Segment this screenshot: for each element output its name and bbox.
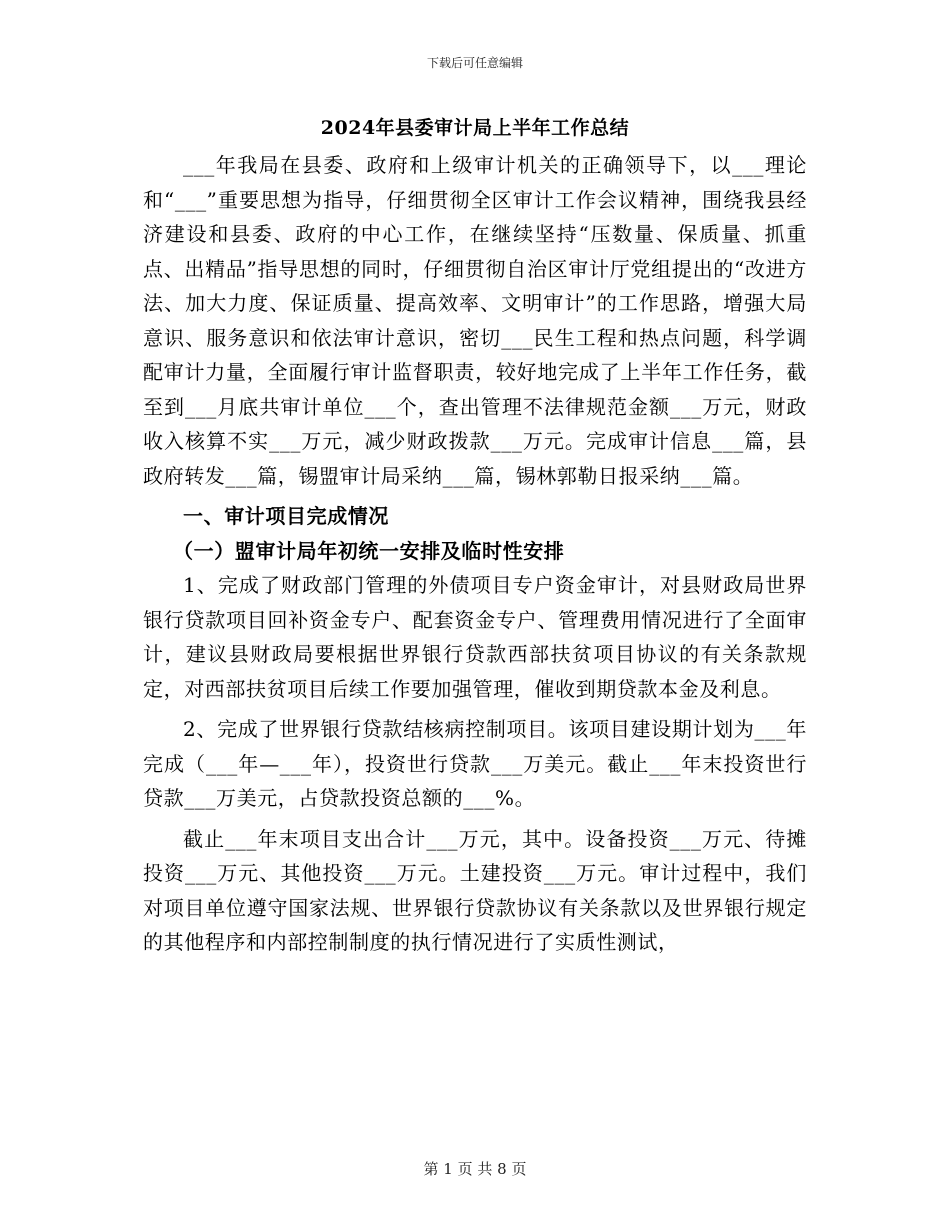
- intro-paragraph: ___年我局在县委、政府和上级审计机关的正确领导下，以___理论和“___”重要思想为指导，仔细贯彻全区审计工作会议精神，围绕我县经济建设和县委、政府的中心工作，在继续坚持“压数量、保质量、抓重点、出精品”指导思想的同时，仔细贯彻自治区审计厅党组提出的“改进方法、加大力度、保证质量、提高效率、文明审计”的工作思路，增强大局意识、服务意识和依法审计意识，密切___民生工程和热点问题，科学调配审计力量，全面履行审计监督职责，较好地完成了上半年工作任务，截至到___月底共审计单位___个，查出管理不法律规范金额___万元，财政收入核算不实___万元，减少财政拨款___万元。完成审计信息___篇，县政府转发___篇，锡盟审计局采纳___篇，锡林郭勒日报采纳___篇。: [143, 153, 807, 488]
- section-heading: 一、审计项目完成情况: [183, 504, 389, 528]
- subsection-heading: （一）盟审计局年初统一安排及临时性安排: [173, 538, 565, 563]
- document-body: [143, 148, 807, 960]
- item-paragraph-3: 截止___年末项目支出合计___万元，其中。设备投资___万元、待摊投资___万元、其他投资___万元。土建投资___万元。审计过程中，我们对项目单位遵守国家法规、世界银行贷款协议有关条款以及世界银行规定的其他程序和内部控制制度的执行情况进行了实质性测试，: [143, 826, 807, 954]
- document-title: 2024年县委审计局上半年工作总结: [320, 117, 630, 139]
- item-paragraph-1: 1、完成了财政部门管理的外债项目专户资金审计，对县财政局世界银行贷款项目回补资金专户、配套资金专户、管理费用情况进行了全面审计，建议县财政局要根据世界银行贷款西部扶贫项目协议的有关条款规定，对西部扶贫项目后续工作要加强管理，催收到期贷款本金及利息。: [143, 573, 807, 701]
- item-paragraph-2: 2、完成了世界银行贷款结核病控制项目。该项目建设期计划为___年完成（___年—___年），投资世行贷款___万美元。截止___年末投资世行贷款___万美元，占贷款投资总额的___%。: [143, 717, 807, 810]
- page-footer: 第 1 页 共 8 页: [423, 1160, 527, 1178]
- header-note: 下载后可任意编辑: [426, 56, 523, 70]
